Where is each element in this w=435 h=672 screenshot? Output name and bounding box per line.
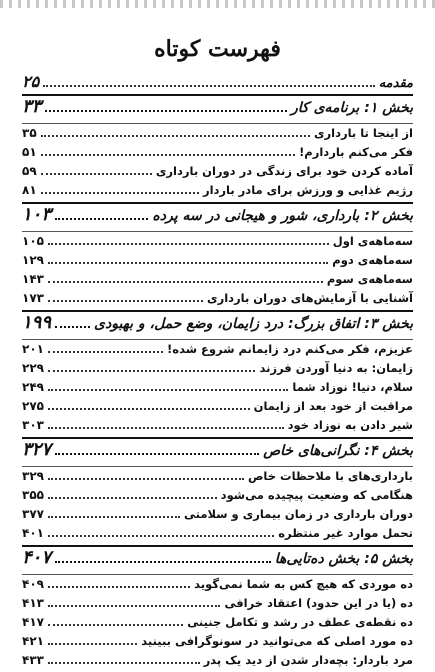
toc-entry-row: [22, 469, 413, 488]
entry-page: ۳۲۹: [22, 469, 44, 483]
entry-label: ده (یا در این حدود) اعتقاد خرافی: [224, 596, 413, 610]
part-page: ۱۰۳: [22, 204, 52, 225]
entry-label: رژیم غذایی و ورزش برای مادر باردار: [202, 183, 413, 197]
entry-page: ۴۰۱: [22, 526, 44, 540]
entry-page: ۸۱: [22, 183, 37, 197]
leader-dots: [48, 586, 190, 588]
entry-label: سه‌ماهه‌ی دوم: [332, 253, 413, 267]
entry-label: مرد باردار: بچه‌دار شدن از دید یک پدر: [203, 653, 413, 667]
toc-entry-row: [22, 164, 413, 183]
leader-dots: [55, 218, 148, 220]
toc-entry-row: [22, 272, 413, 291]
entry-page: ۲۴۹: [22, 380, 44, 394]
leader-dots: [48, 662, 200, 664]
toc-part-row: [22, 439, 413, 465]
divider: [22, 574, 413, 575]
entry-label: دوران بارداری در زمان بیماری و سلامتی: [184, 507, 413, 521]
part-label: بخش ۵: بخش ده‌تایی‌ها: [274, 551, 413, 567]
entry-label: زایمان: به دنیا آوردن فرزند: [259, 361, 413, 375]
leader-dots: [48, 516, 180, 518]
entry-page: ۳۵۵: [22, 488, 44, 502]
leader-dots: [48, 478, 244, 480]
entry-page: ۵۱: [22, 145, 37, 159]
leader-dots: [48, 605, 221, 607]
leader-dots: [48, 408, 250, 410]
toc-entry-row: [22, 291, 413, 310]
leader-dots: [55, 453, 259, 455]
part-page: ۳۳: [22, 96, 42, 117]
entry-label: ده نقطه‌ی عطف در رشد و تکامل جنینی: [187, 615, 413, 629]
toc-entry-row: [22, 653, 413, 672]
leader-dots: [48, 370, 255, 372]
toc-entry-row: [22, 577, 413, 596]
toc-entry-row: [22, 399, 413, 418]
entry-page: ۴۳۳: [22, 653, 44, 667]
part-label: بخش ۳: اتفاق بزرگ: درد زایمان، وضع حمل، و بهبودی: [94, 316, 413, 332]
entry-label: عزیزم، فکر می‌کنم درد زایمانم شروع شده!: [167, 342, 413, 356]
entry-label: ده مورد اصلی که می‌توانید در سونوگرافی ببینید: [141, 634, 413, 648]
toc-entry-row: [22, 126, 413, 145]
leader-dots: [48, 624, 183, 626]
entry-label: تحمل موارد غیر منتظره: [278, 526, 413, 540]
entry-page: ۳۷۷: [22, 507, 44, 521]
leader-dots: [48, 243, 329, 245]
toc-part-row: [22, 96, 413, 122]
leader-dots: [41, 173, 152, 175]
entry-page: ۲۷۵: [22, 399, 44, 413]
entry-page: ۱۰۵: [22, 234, 44, 248]
leader-dots: [48, 300, 203, 302]
entry-label: شیر دادن به نوزاد خود: [287, 418, 413, 432]
entry-label: سه‌ماهه‌ی سوم: [326, 272, 413, 286]
leader-dots: [43, 85, 375, 87]
entry-page: ۲۰۱: [22, 342, 44, 356]
toc-entry-row: [22, 253, 413, 272]
entry-label: فکر می‌کنم باردارم!: [299, 145, 413, 159]
entry-page: ۴۱۷: [22, 615, 44, 629]
leader-dots: [48, 389, 288, 391]
part-page: ۴۰۷: [22, 547, 52, 568]
entry-page: ۱۷۳: [22, 291, 44, 305]
entry-page: ۴۲۱: [22, 634, 44, 648]
entry-page: ۱۴۳: [22, 272, 44, 286]
entry-label: از اینجا تا بارداری: [313, 126, 413, 140]
leader-dots: [55, 561, 271, 563]
leader-dots: [41, 135, 310, 137]
table-of-contents: [22, 72, 413, 672]
part-page: ۱۹۹: [22, 312, 52, 333]
entry-label: ده موردی که هیچ کس به شما نمی‌گوید: [194, 577, 413, 591]
divider: [22, 123, 413, 124]
leader-dots: [41, 192, 199, 194]
part-label: بخش ۲: بارداری، شور و هیجانی در سه پرده: [152, 208, 413, 224]
toc-intro-row: [22, 72, 413, 94]
toc-intro-page: ۲۵: [22, 72, 40, 91]
entry-page: ۳۵: [22, 126, 37, 140]
leader-dots: [55, 326, 90, 328]
leader-dots: [48, 262, 328, 264]
entry-label: مراقبت از خود بعد از زایمان: [253, 399, 413, 413]
leader-dots: [48, 281, 323, 283]
part-page: ۳۲۷: [22, 439, 52, 460]
toc-entry-row: [22, 361, 413, 380]
leader-dots: [48, 643, 137, 645]
toc-intro-label: مقدمه: [378, 76, 413, 91]
toc-entry-row: [22, 145, 413, 164]
toc-entry-row: [22, 615, 413, 634]
entry-label: هنگامی که وضعیت پیچیده می‌شود: [220, 488, 413, 502]
entry-page: ۱۲۹: [22, 253, 44, 267]
entry-page: ۵۹: [22, 164, 37, 178]
leader-dots: [48, 497, 217, 499]
toc-entry-row: [22, 634, 413, 653]
entry-label: آماده کردن خود برای زندگی در دوران بارداری: [155, 164, 413, 178]
toc-entry-row: [22, 488, 413, 507]
leader-dots: [45, 110, 287, 112]
entry-page: ۳۰۳: [22, 418, 44, 432]
spiral-binding-decoration: [0, 0, 435, 8]
page-title: فهرست کوتاه: [154, 36, 281, 62]
toc-entry-row: [22, 418, 413, 437]
entry-label: بارداری‌های با ملاحظات خاص: [247, 469, 413, 483]
entry-page: ۲۲۹: [22, 361, 44, 375]
part-label: بخش ۴: نگرانی‌های خاص: [263, 443, 413, 459]
divider: [22, 231, 413, 232]
leader-dots: [48, 427, 284, 429]
toc-entry-row: [22, 342, 413, 361]
entry-label: آشنایی با آزمایش‌های دوران بارداری: [207, 291, 413, 305]
toc-entry-row: [22, 380, 413, 399]
toc-entry-row: [22, 507, 413, 526]
toc-part-row: [22, 204, 413, 230]
part-label: بخش ۱: برنامه‌ی کار: [291, 100, 413, 116]
leader-dots: [48, 351, 163, 353]
entry-page: ۴۱۳: [22, 596, 44, 610]
entry-page: ۴۰۹: [22, 577, 44, 591]
divider: [22, 339, 413, 340]
leader-dots: [48, 535, 274, 537]
toc-part-row: [22, 312, 413, 338]
leader-dots: [41, 154, 295, 156]
toc-entry-row: [22, 234, 413, 253]
toc-entry-row: [22, 183, 413, 202]
toc-entry-row: [22, 596, 413, 615]
entry-label: سه‌ماهه‌ی اول: [332, 234, 413, 248]
divider: [22, 466, 413, 467]
toc-entry-row: [22, 526, 413, 545]
entry-label: سلام، دنیا! نوزاد شما: [292, 380, 413, 394]
toc-part-row: [22, 547, 413, 573]
